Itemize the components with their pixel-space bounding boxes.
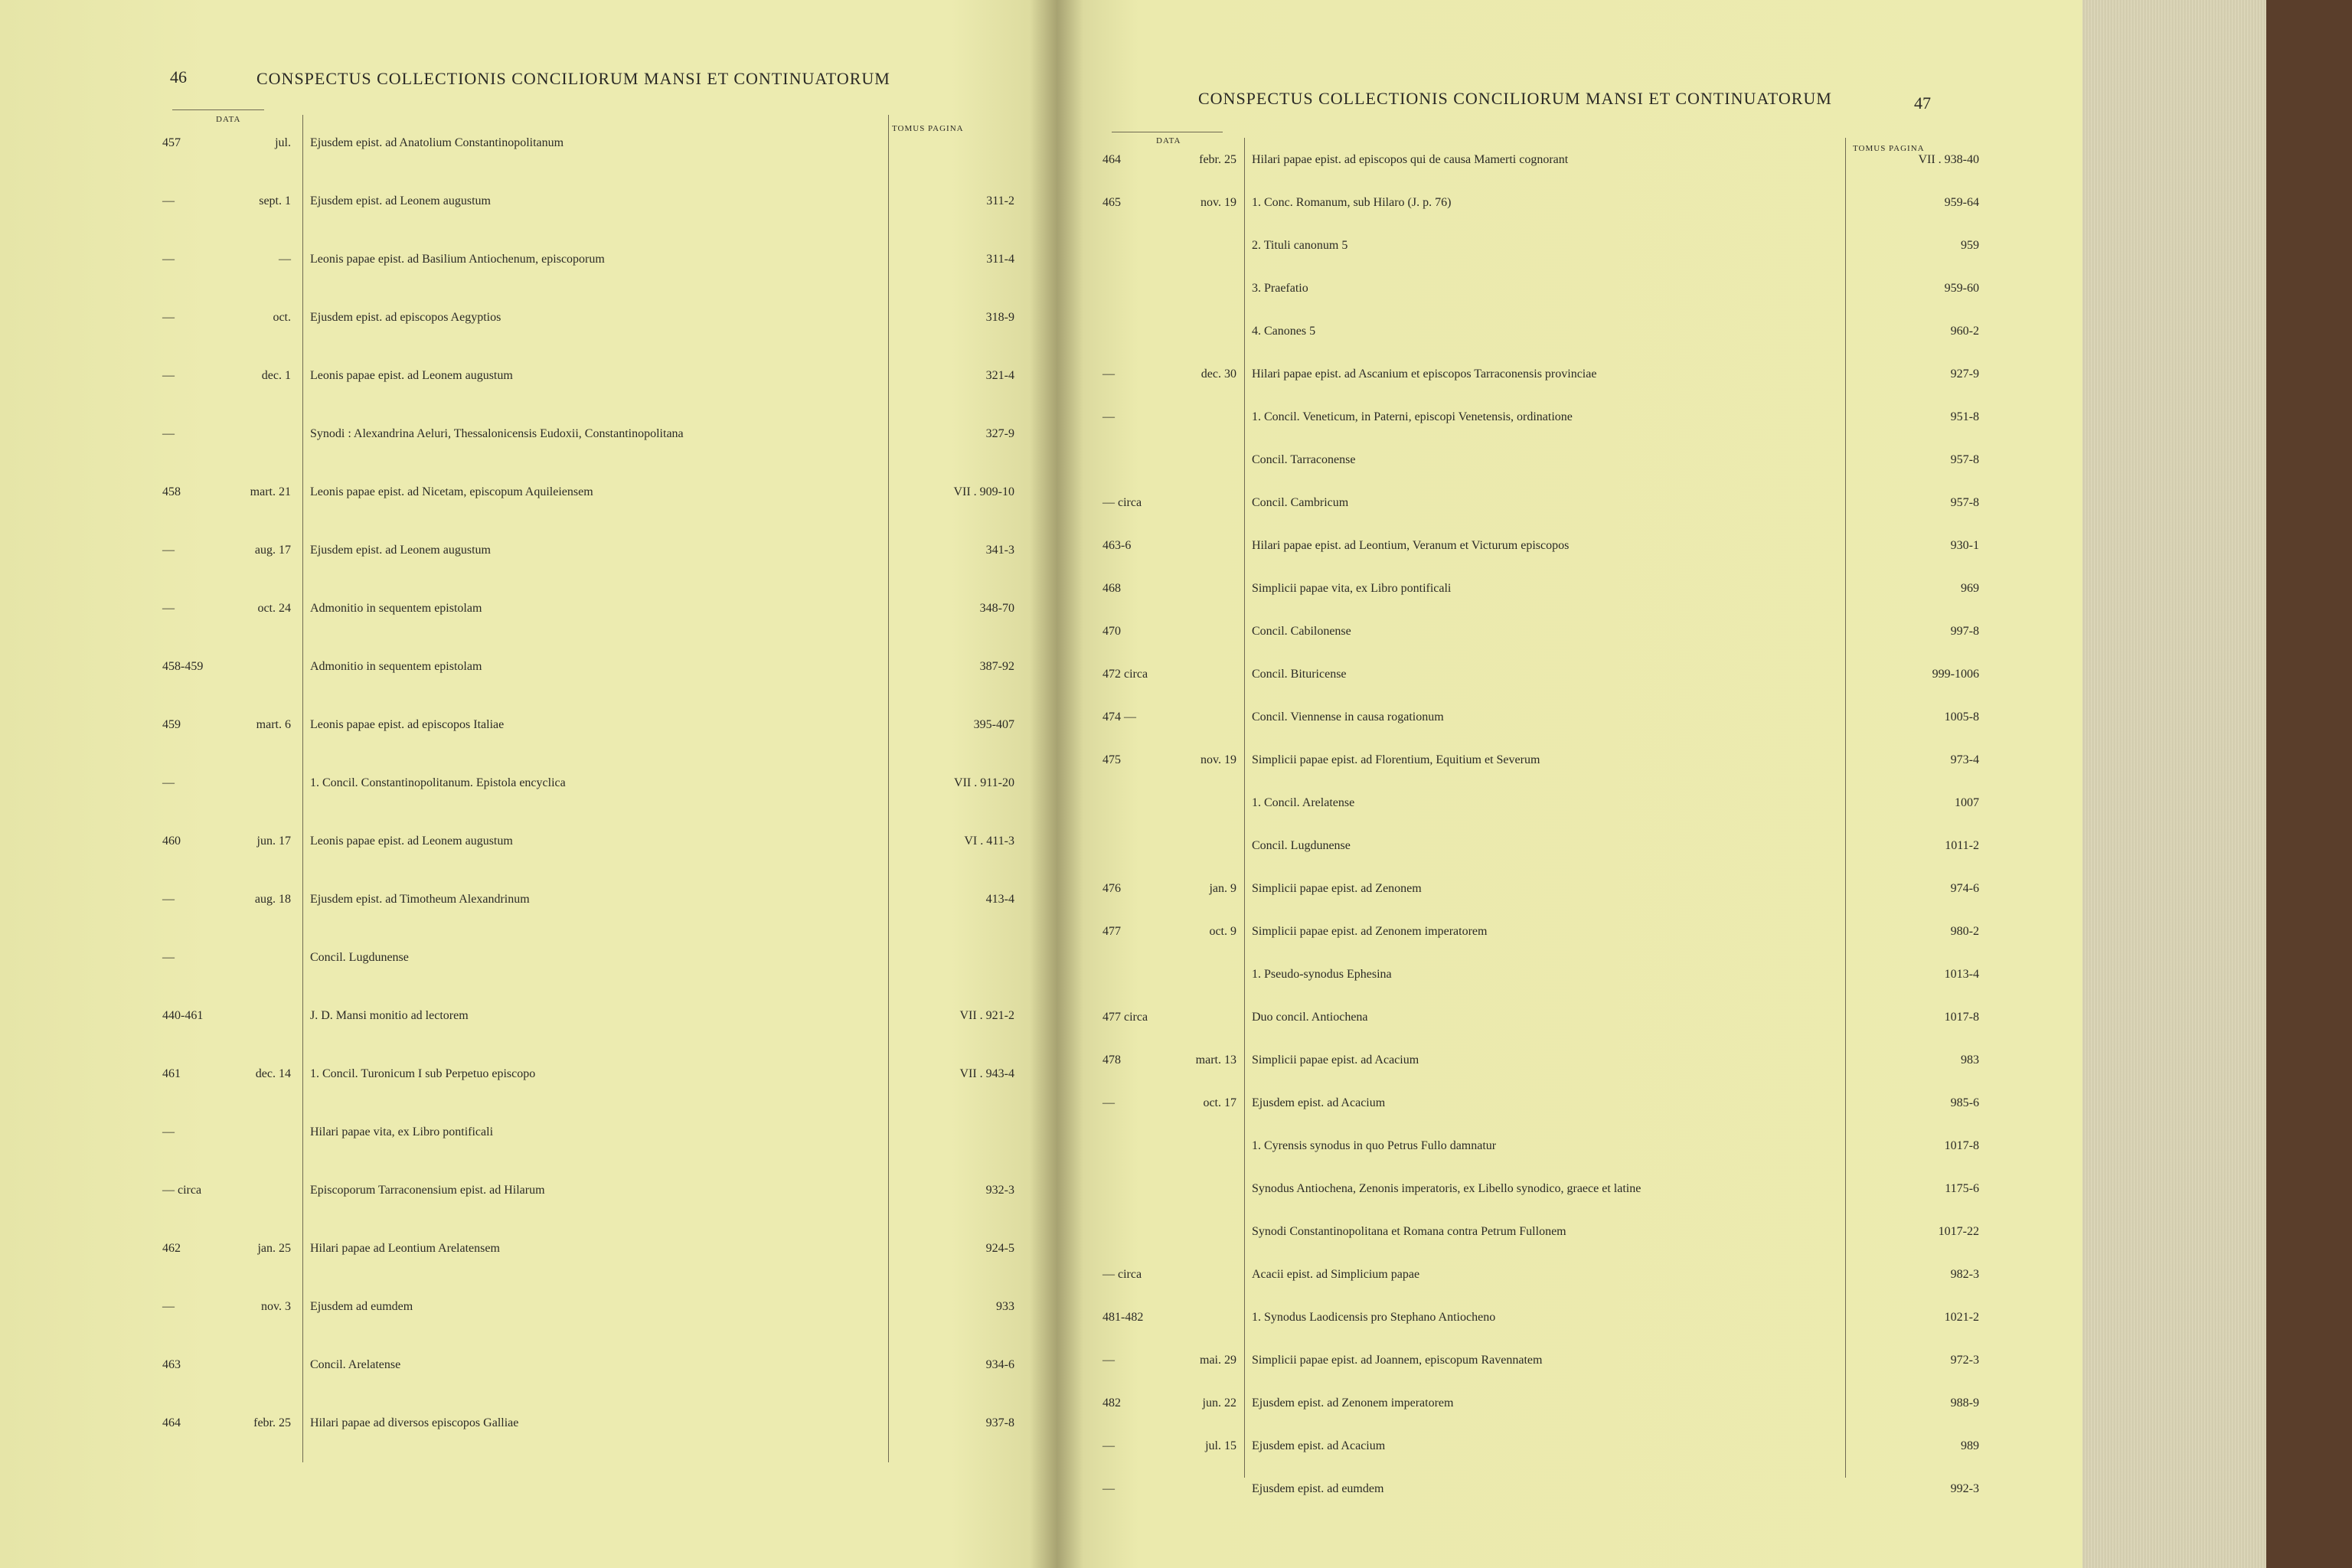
entry-text: 1. Pseudo-synodus Ephesina [1252, 968, 1392, 981]
entry-text: Leonis papae epist. ad Leonem augustum [310, 835, 513, 848]
entry-reference: 951-8 [1950, 410, 1979, 423]
entry-reference: 311-2 [986, 194, 1014, 207]
entry-text: Simplicii papae epist. ad Zenonem [1252, 882, 1422, 895]
entry-year: 476 [1102, 882, 1121, 895]
entry-text: Ejusdem epist. ad Acacium [1252, 1096, 1386, 1109]
entry-text: Synodi : Alexandrina Aeluri, Thessalonicensis Eudoxii, Constantinopolitana [310, 427, 684, 440]
entry-text: Ejusdem epist. ad episcopos Aegyptios [310, 311, 501, 324]
entry-year: — [162, 311, 175, 324]
entry-text: Concil. Lugdunense [1252, 839, 1351, 852]
entry-text: Concil. Viennense in causa rogationum [1252, 710, 1444, 724]
entry-reference: 1011-2 [1945, 839, 1979, 852]
entry-text: Duo concil. Antiochena [1252, 1011, 1368, 1024]
entry-date: mart. 21 [250, 485, 291, 498]
entry-reference: 983 [1961, 1054, 1979, 1067]
entry-reference: 985-6 [1950, 1096, 1979, 1109]
entry-reference: 1021-2 [1944, 1311, 1979, 1324]
entry-year: 481-482 [1102, 1311, 1144, 1324]
entry-year: — circa [1102, 496, 1142, 509]
entry-year: 462 [162, 1242, 181, 1255]
entry-year: 463-6 [1102, 539, 1132, 552]
entry-reference: 957-8 [1950, 496, 1979, 509]
entry-text: 4. Canones 5 [1252, 325, 1316, 338]
entry-text: 1. Concil. Veneticum, in Paterni, episcopi Venetensis, ordinatione [1252, 410, 1573, 423]
entry-text: Hilari papae ad diversos episcopos Galliae [310, 1416, 519, 1429]
entry-date: oct. [273, 311, 291, 324]
column-rule [1845, 138, 1846, 1478]
entry-text: Ejusdem epist. ad Timotheum Alexandrinum [310, 893, 530, 906]
entry-year: — [162, 544, 175, 557]
entry-reference: 1017-8 [1944, 1011, 1979, 1024]
column-rule [302, 115, 303, 1462]
entry-text: Admonitio in sequentem epistolam [310, 660, 482, 673]
entry-reference: 937-8 [985, 1416, 1014, 1429]
entry-year: 482 [1102, 1396, 1121, 1410]
entry-year: 457 [162, 136, 181, 149]
entry-date: oct. 9 [1209, 925, 1236, 938]
entry-text: Admonitio in sequentem epistolam [310, 602, 482, 615]
entry-year: 472 circa [1102, 668, 1148, 681]
entry-year: 459 [162, 718, 181, 731]
entry-year: 464 [162, 1416, 181, 1429]
entry-date: oct. 24 [257, 602, 291, 615]
entry-reference: 348-70 [979, 602, 1014, 615]
entry-text: Concil. Arelatense [310, 1358, 401, 1371]
entry-year: 463 [162, 1358, 181, 1371]
entry-reference: 341-3 [985, 544, 1014, 557]
entry-date: mart. 13 [1195, 1054, 1236, 1067]
entry-year: 464 [1102, 153, 1121, 166]
entry-year: — [162, 427, 175, 440]
entry-date: — [279, 253, 291, 266]
entry-year: — [162, 602, 175, 615]
entry-reference: 1005-8 [1944, 710, 1979, 724]
entry-text: Concil. Lugdunense [310, 951, 409, 964]
entry-reference: 1017-8 [1944, 1139, 1979, 1152]
entry-year: — [162, 369, 175, 382]
entry-reference: 988-9 [1950, 1396, 1979, 1410]
entry-reference: 980-2 [1950, 925, 1979, 938]
tomus-pagina-header-right: TOMUS PAGINA [1853, 144, 1925, 153]
entry-reference: 321-4 [985, 369, 1014, 382]
entry-text: Concil. Tarraconense [1252, 453, 1356, 466]
entry-text: Acacii epist. ad Simplicium papae [1252, 1268, 1420, 1281]
entry-text: Simplicii papae epist. ad Acacium [1252, 1054, 1419, 1067]
entry-text: Ejusdem ad eumdem [310, 1300, 413, 1313]
entry-year: 461 [162, 1067, 181, 1080]
entry-text: Synodi Constantinopolitana et Romana contra Petrum Fullonem [1252, 1225, 1566, 1238]
entry-reference: VII . 938-40 [1918, 153, 1979, 166]
entry-reference: VII . 943-4 [959, 1067, 1014, 1080]
entry-text: Leonis papae epist. ad episcopos Italiae [310, 718, 505, 731]
entry-reference: 387-92 [979, 660, 1014, 673]
entry-date: jan. 25 [257, 1242, 291, 1255]
entry-year: 465 [1102, 196, 1121, 209]
entry-reference: 413-4 [985, 893, 1014, 906]
entry-date: oct. 17 [1203, 1096, 1236, 1109]
book-cover [2266, 0, 2352, 1568]
entry-date: febr. 25 [1199, 153, 1236, 166]
entry-text: Leonis papae epist. ad Nicetam, episcopum Aquileiensem [310, 485, 593, 498]
book-gutter [1030, 0, 1083, 1568]
entry-year: — [162, 951, 175, 964]
entry-year: — [162, 1125, 175, 1138]
entry-year: — [1102, 1439, 1115, 1452]
entry-text: Hilari papae epist. ad Leontium, Veranum et Victurum episcopos [1252, 539, 1570, 552]
entry-reference: 1007 [1955, 796, 1979, 809]
entry-date: mai. 29 [1200, 1354, 1236, 1367]
entry-year: — [162, 194, 175, 207]
entry-reference: 933 [996, 1300, 1014, 1313]
entry-text: Hilari papae epist. ad episcopos qui de causa Mamerti cognorant [1252, 153, 1569, 166]
left-page [0, 0, 1057, 1568]
entry-text: Leonis papae epist. ad Leonem augustum [310, 369, 513, 382]
entry-reference: 959-64 [1944, 196, 1979, 209]
entry-year: 477 circa [1102, 1011, 1148, 1024]
entry-reference: 972-3 [1950, 1354, 1979, 1367]
entry-reference: 318-9 [985, 311, 1014, 324]
running-title-right: CONSPECTUS COLLECTIONIS CONCILIORUM MANSI ET CONTINUATORUM [1198, 89, 1832, 108]
entry-date: jul. [275, 136, 291, 149]
entry-reference: VII . 909-10 [953, 485, 1014, 498]
entry-reference: 311-4 [986, 253, 1014, 266]
entry-text: Ejusdem epist. ad Anatolium Constantinopolitanum [310, 136, 564, 149]
entry-date: jun. 22 [1202, 1396, 1236, 1410]
entry-date: nov. 19 [1200, 753, 1236, 766]
entry-text: Hilari papae vita, ex Libro pontificali [310, 1125, 494, 1138]
entry-reference: 992-3 [1950, 1482, 1979, 1495]
entry-text: 1. Concil. Arelatense [1252, 796, 1355, 809]
entry-reference: 327-9 [985, 427, 1014, 440]
entry-text: Simplicii papae epist. ad Florentium, Equitium et Severum [1252, 753, 1540, 766]
entry-year: 460 [162, 835, 181, 848]
entry-reference: 973-4 [1950, 753, 1979, 766]
entry-reference: 932-3 [985, 1184, 1014, 1197]
column-rule [1244, 138, 1245, 1478]
entry-reference: 927-9 [1950, 368, 1979, 381]
entry-reference: VI . 411-3 [964, 835, 1014, 848]
entry-text: Concil. Cabilonense [1252, 625, 1351, 638]
entry-text: 3. Praefatio [1252, 282, 1308, 295]
entry-text: 1. Cyrensis synodus in quo Petrus Fullo damnatur [1252, 1139, 1497, 1152]
entry-text: Hilari papae ad Leontium Arelatensem [310, 1242, 500, 1255]
entry-text: Simplicii papae epist. ad Joannem, episcopum Ravennatem [1252, 1354, 1543, 1367]
running-title-left: CONSPECTUS COLLECTIONIS CONCILIORUM MANSI ET CONTINUATORUM [256, 69, 890, 88]
entry-year: 440-461 [162, 1009, 204, 1022]
entry-year: 458-459 [162, 660, 204, 673]
entry-reference: 997-8 [1950, 625, 1979, 638]
entry-reference: VII . 911-20 [954, 776, 1014, 789]
header-rule [172, 109, 264, 110]
entry-date: jul. 15 [1205, 1439, 1236, 1452]
entry-text: Synodus Antiochena, Zenonis imperatoris, ex Libello synodico, graece et latine [1252, 1182, 1642, 1195]
entry-text: Ejusdem epist. ad Leonem augustum [310, 544, 491, 557]
entry-text: 1. Synodus Laodicensis pro Stephano Antiocheno [1252, 1311, 1496, 1324]
entry-reference: 924-5 [985, 1242, 1014, 1255]
entry-year: 468 [1102, 582, 1121, 595]
tomus-pagina-header-left: TOMUS PAGINA [892, 124, 964, 133]
entry-date: dec. 30 [1200, 368, 1236, 381]
date-column-header-left: DATA [216, 115, 241, 124]
entry-year: — [1102, 1482, 1115, 1495]
entry-year: 470 [1102, 625, 1121, 638]
entry-year: — [1102, 1354, 1115, 1367]
entry-date: nov. 19 [1200, 196, 1236, 209]
entry-date: dec. 14 [255, 1067, 291, 1080]
entry-text: Ejusdem epist. ad Zenonem imperatorem [1252, 1396, 1454, 1410]
entry-text: Simplicii papae epist. ad Zenonem imperatorem [1252, 925, 1488, 938]
entry-year: 475 [1102, 753, 1121, 766]
folio-left: 46 [170, 67, 187, 87]
entry-year: — circa [1102, 1268, 1142, 1281]
entry-text: Ejusdem epist. ad Acacium [1252, 1439, 1386, 1452]
entry-reference: 1017-22 [1938, 1225, 1979, 1238]
entry-year: — [162, 1300, 175, 1313]
entry-year: — [162, 893, 175, 906]
entry-text: J. D. Mansi monitio ad lectorem [310, 1009, 469, 1022]
entry-year: 474 — [1102, 710, 1136, 724]
column-rule [888, 115, 889, 1462]
entry-date: aug. 17 [254, 544, 291, 557]
entry-text: Leonis papae epist. ad Basilium Antiochenum, episcoporum [310, 253, 605, 266]
entry-text: 2. Tituli canonum 5 [1252, 239, 1348, 252]
entry-text: Hilari papae epist. ad Ascanium et episcopos Tarraconensis provinciae [1252, 368, 1597, 381]
entry-reference: 957-8 [1950, 453, 1979, 466]
entry-reference: 959-60 [1944, 282, 1979, 295]
entry-text: Ejusdem epist. ad Leonem augustum [310, 194, 491, 207]
entry-text: Ejusdem epist. ad eumdem [1252, 1482, 1384, 1495]
entry-date: mart. 6 [256, 718, 291, 731]
entry-reference: 982-3 [1950, 1268, 1979, 1281]
entry-year: 477 [1102, 925, 1121, 938]
entry-year: — [1102, 368, 1115, 381]
entry-year: 458 [162, 485, 181, 498]
entry-text: 1. Concil. Constantinopolitanum. Epistola encyclica [310, 776, 566, 789]
entry-date: sept. 1 [259, 194, 291, 207]
entry-reference: 1175-6 [1945, 1182, 1979, 1195]
entry-text: Simplicii papae vita, ex Libro pontificali [1252, 582, 1452, 595]
entry-reference: 395-407 [973, 718, 1014, 731]
right-page [1057, 0, 2082, 1568]
entry-reference: 989 [1961, 1439, 1979, 1452]
entry-reference: 999-1006 [1932, 668, 1979, 681]
entry-year: — [1102, 410, 1115, 423]
entry-reference: 960-2 [1950, 325, 1979, 338]
folio-right: 47 [1914, 93, 1931, 113]
entry-reference: 959 [1961, 239, 1979, 252]
entry-date: dec. 1 [261, 369, 291, 382]
entry-text: 1. Conc. Romanum, sub Hilaro (J. p. 76) [1252, 196, 1452, 209]
entry-reference: 930-1 [1950, 539, 1979, 552]
entry-year: 478 [1102, 1054, 1121, 1067]
entry-reference: 934-6 [985, 1358, 1014, 1371]
entry-year: — [1102, 1096, 1115, 1109]
date-column-header-right: DATA [1156, 136, 1181, 145]
entry-reference: VII . 921-2 [959, 1009, 1014, 1022]
entry-year: — circa [162, 1184, 202, 1197]
entry-text: 1. Concil. Turonicum I sub Perpetuo episcopo [310, 1067, 536, 1080]
entry-reference: 969 [1961, 582, 1979, 595]
entry-year: — [162, 776, 175, 789]
entry-date: jan. 9 [1209, 882, 1236, 895]
entry-date: febr. 25 [253, 1416, 291, 1429]
entry-text: Concil. Cambricum [1252, 496, 1349, 509]
entry-year: — [162, 253, 175, 266]
entry-date: jun. 17 [256, 835, 291, 848]
entry-date: aug. 18 [254, 893, 291, 906]
entry-text: Concil. Bituricense [1252, 668, 1347, 681]
entry-text: Episcoporum Tarraconensium epist. ad Hilarum [310, 1184, 545, 1197]
entry-reference: 974-6 [1950, 882, 1979, 895]
entry-date: nov. 3 [261, 1300, 291, 1313]
entry-reference: 1013-4 [1944, 968, 1979, 981]
